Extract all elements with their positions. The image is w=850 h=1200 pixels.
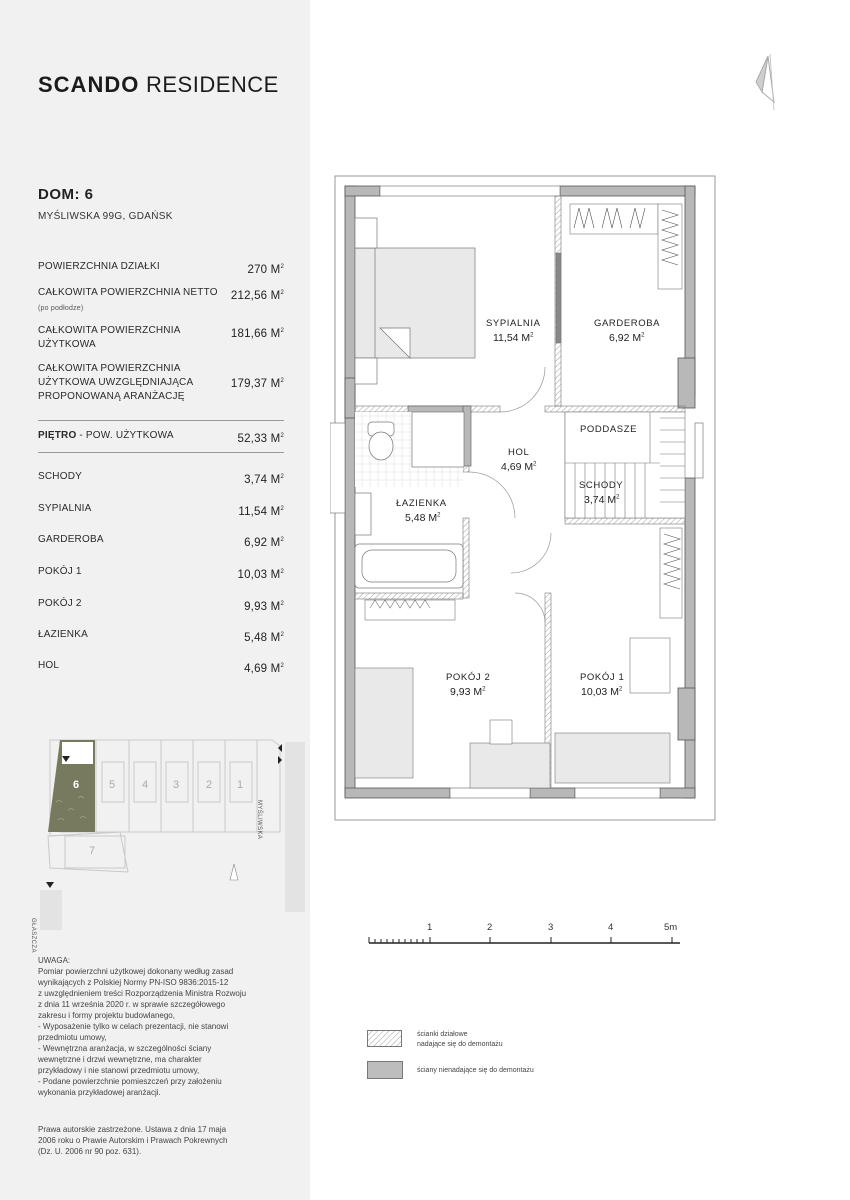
room-row-pokoj2: POKÓJ 2 9,93 $M^2$ [38, 598, 284, 613]
room-label-pokoj2: POKÓJ 2 [446, 672, 491, 683]
room-area-hol: 4,69 $M^2$ [501, 461, 537, 473]
room-label-hol: HOL [508, 447, 530, 458]
house-title: DOM: 6 [38, 186, 94, 203]
stat-usable-arranged-area: CAŁKOWITA POWIERZCHNIA UŻYTKOWA UWZGLĘDNIAJĄCA PROPONOWANĄ ARANŻACJĘ 179,37 $M^2$ [38, 363, 284, 402]
room-area-sypialnia: 11,54 $M^2$ [493, 332, 534, 344]
plot-number-3: 3 [173, 779, 180, 791]
brand-bold: SCANDO [38, 72, 140, 97]
street-name-bottom: GŁASZCZA [30, 918, 36, 953]
north-arrow-icon [748, 52, 792, 112]
copyright-notice: Prawa autorskie zastrzeżone. Ustawa z dnia 17 maja 2006 roku o Prawie Autorskim i Prawach Pokrewnych (Dz. U. 2006 nr 90 poz. 631). [38, 1125, 228, 1156]
room-area-garderoba: 6,92 $M^2$ [609, 332, 645, 344]
floor-plan [330, 168, 730, 828]
scale-bar [365, 934, 685, 948]
legend-hatch-swatch [367, 1030, 403, 1048]
stat-net-area: CAŁKOWITA POWIERZCHNIA NETTO (po podłodze) 212,56 $M^2$ [38, 287, 284, 312]
plot-number-1: 1 [237, 779, 244, 791]
notes: UWAGA: Pomiar powierzchni użytkowej dokonany według zasad wynikających z Polskiej Normy PN-ISO 9836:2015-12 z uwzględnieniem treści Rozporządzenia Ministra Rozwoju z dnia 11 września 2020 r. w sprawie szczegółowego zakresu i formy projektu budowlanego, - Wyposażenie tylko w celach prezentacji, nie stanowi przedmiotu umowy, - Wewnętrzna aranżacja, w szczególności ściany wewnętrzne i drzwi wewnętrzne, ma charakter przykładowy i nie stanowi przedmiotu umowy, - Podane powierzchnie pomieszczeń przy założeniu wykonania przykładowej aranżacji. [38, 956, 247, 1097]
legend-solid-text: ściany nienadające się do demontażu [417, 1067, 534, 1074]
room-label-garderoba: GARDEROBA [594, 318, 661, 329]
room-label-pokoj1: POKÓJ 1 [580, 672, 625, 683]
plot-number-6: 6 [73, 779, 80, 791]
divider [38, 452, 284, 453]
legend-partition-text: ścianki działowe nadające się do demontażu [417, 1031, 503, 1048]
site-plan [40, 732, 310, 932]
scale-label-5m: 5m [664, 922, 678, 933]
north-arrow-small-icon [230, 864, 238, 880]
room-row-schody: SCHODY 3,74 $M^2$ [38, 471, 284, 486]
room-area-lazienka: 5,48 $M^2$ [405, 512, 441, 524]
room-area-schody: 3,74 $M^2$ [584, 494, 620, 506]
room-row-garderoba: GARDEROBA 6,92 $M^2$ [38, 534, 284, 549]
scale-label-3: 3 [548, 922, 554, 933]
stat-plot-area: POWIERZCHNIA DZIAŁKI 270 $M^2$ [38, 261, 284, 276]
plot-number-4: 4 [142, 779, 149, 791]
scale-label-1: 1 [427, 922, 433, 933]
stat-usable-area: CAŁKOWITA POWIERZCHNIA UŻYTKOWA 181,66 $M^2$ [38, 325, 284, 350]
room-label-schody: SCHODY [579, 480, 624, 491]
divider [38, 420, 284, 421]
room-row-hol: HOL 4,69 $M^2$ [38, 660, 284, 675]
stat-floor-area: PIĘTRO - POW. UŻYTKOWA 52,33 $M^2$ [38, 430, 284, 445]
scale-label-2: 2 [487, 922, 493, 933]
room-label-poddasze: PODDASZE [580, 424, 638, 435]
room-row-pokoj1: POKÓJ 1 10,03 $M^2$ [38, 566, 284, 581]
plot-number-5: 5 [109, 779, 116, 791]
entry-arrow-icon [46, 882, 54, 888]
room-area-pokoj1: 10,03 $M^2$ [581, 686, 623, 698]
legend-solid-swatch [367, 1061, 403, 1079]
house-address: MYŚLIWSKA 99G, GDAŃSK [38, 211, 173, 222]
room-label-sypialnia: SYPIALNIA [486, 318, 541, 329]
street-name-right: MYŚLIWSKA [256, 800, 262, 840]
plot-number-2: 2 [206, 779, 213, 791]
scale-label-4: 4 [608, 922, 614, 933]
room-label-lazienka: ŁAZIENKA [396, 498, 447, 509]
brand-logo [38, 72, 279, 98]
room-row-lazienka: ŁAZIENKA 5,48 $M^2$ [38, 629, 284, 644]
brand-light: RESIDENCE [145, 72, 279, 97]
plot-number-7: 7 [89, 845, 96, 857]
room-row-sypialnia: SYPIALNIA 11,54 $M^2$ [38, 503, 284, 518]
room-area-pokoj2: 9,93 $M^2$ [450, 686, 486, 698]
